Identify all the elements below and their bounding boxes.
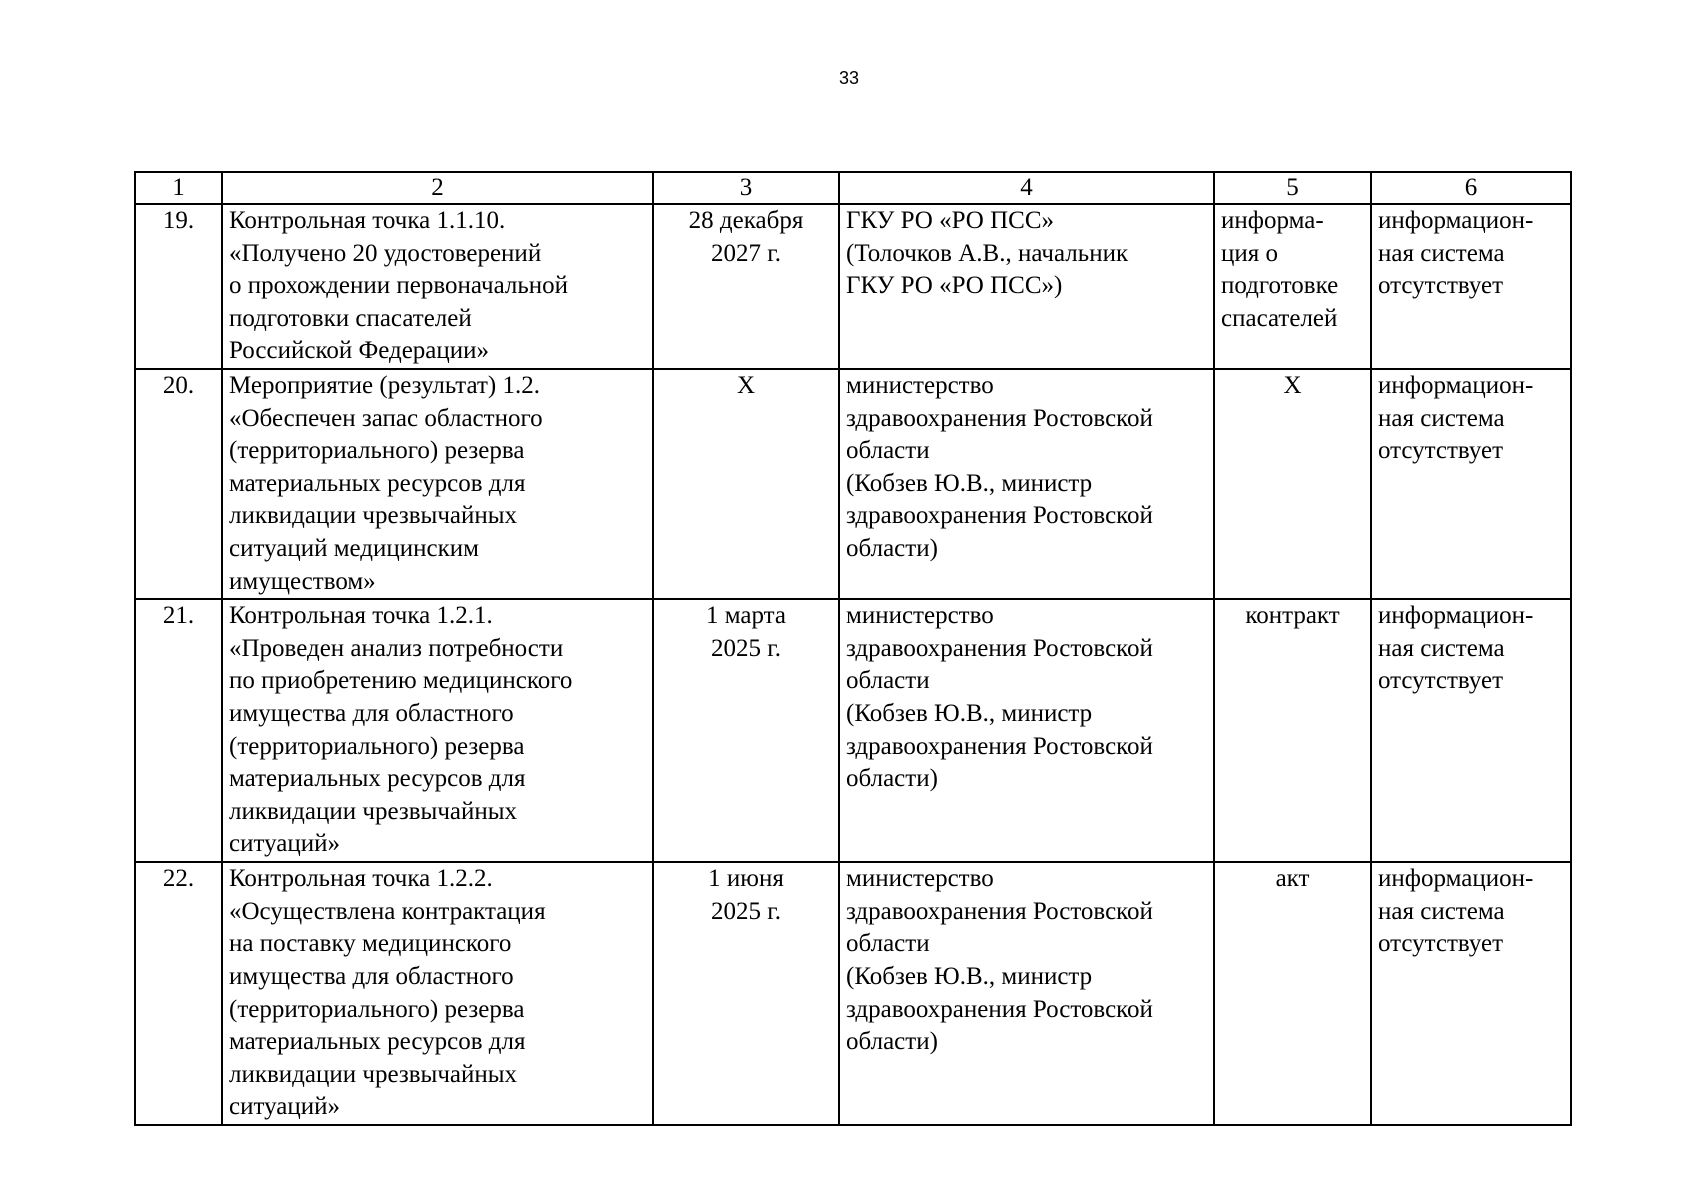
cell-line: здравоохранения Ростовской [846, 634, 1153, 662]
row-number: 21. [135, 599, 222, 862]
information-system-cell [1371, 204, 1571, 369]
cell-line: по приобретению медицинского [229, 667, 573, 695]
document-type-cell [1214, 599, 1371, 862]
cell-line: области [846, 437, 930, 465]
cell-line: (территориального) резерва [229, 437, 525, 465]
cell-line: 2025 г. [711, 634, 781, 662]
cell-line: здравоохранения Ростовской [846, 732, 1153, 760]
cell-line: Контрольная точка 1.1.10. [229, 207, 506, 234]
cell-line: имущества для областного [229, 699, 514, 727]
cell-line: (Кобзев Ю.В., министр [846, 699, 1093, 727]
cell-line: министерство [846, 865, 994, 893]
cell-line: министерство [846, 602, 994, 630]
cell-line: материальных ресурсов для [229, 1028, 526, 1056]
column-header: 3 [653, 172, 839, 204]
cell-line: «Проведен анализ потребности [229, 634, 564, 662]
cell-line: министерство [846, 372, 994, 399]
item-name-cell [222, 204, 653, 369]
responsible-cell [839, 369, 1214, 599]
cell-line: Мероприятие (результат) 1.2. [229, 372, 540, 399]
document-type-cell [1214, 862, 1371, 1125]
cell-line: отсутствует [1378, 272, 1504, 300]
table-header-row [135, 172, 1571, 204]
table-row [135, 599, 1571, 862]
information-system-cell [1371, 369, 1571, 599]
cell-line: информацион- [1378, 602, 1534, 630]
row-number: 19. [135, 204, 222, 369]
cell-line: ГКУ РО «РО ПСС») [846, 272, 1063, 300]
cell-line: здравоохранения Ростовской [846, 404, 1153, 432]
date-cell [653, 862, 839, 1125]
column-header: 1 [135, 172, 222, 204]
table-row [135, 369, 1571, 599]
cell-line: 1 июня [708, 865, 784, 893]
cell-line: «Получено 20 удостоверений [229, 239, 542, 267]
cell-line: 28 декабря [688, 207, 804, 234]
cell-line: «Осуществлена контрактация [229, 897, 546, 925]
cell-line: области) [846, 1028, 938, 1056]
cell-line: ликвидации чрезвычайных [229, 1060, 518, 1088]
cell-line: (территориального) резерва [229, 732, 525, 760]
cell-line: ГКУ РО «РО ПСС» [846, 207, 1055, 234]
document-type-cell [1214, 369, 1371, 599]
responsible-cell [839, 862, 1214, 1125]
table-row [135, 862, 1571, 1125]
cell-line: материальных ресурсов для [229, 469, 526, 497]
cell-line: (Кобзев Ю.В., министр [846, 469, 1093, 497]
cell-line: Х [736, 372, 756, 399]
responsible-cell [839, 599, 1214, 862]
cell-line: здравоохранения Ростовской [846, 502, 1153, 530]
column-header: 2 [222, 172, 653, 204]
table-row [135, 204, 1571, 369]
cell-line: информа- [1221, 207, 1324, 234]
cell-line: материальных ресурсов для [229, 765, 526, 793]
cell-line: ситуаций» [229, 1093, 340, 1121]
information-system-cell [1371, 862, 1571, 1125]
cell-line: подготовке [1221, 272, 1339, 300]
cell-line: ликвидации чрезвычайных [229, 797, 518, 825]
cell-line: на поставку медицинского [229, 930, 512, 958]
cell-line: контракт [1245, 602, 1340, 630]
cell-line: области [846, 930, 930, 958]
cell-line: ция о [1221, 239, 1279, 267]
cell-line: имуществом» [229, 567, 376, 595]
responsible-cell [839, 204, 1214, 369]
cell-line: области) [846, 765, 938, 793]
row-number: 22. [135, 862, 222, 1125]
cell-line: отсутствует [1378, 930, 1504, 958]
cell-line: области) [846, 534, 938, 562]
cell-line: ликвидации чрезвычайных [229, 502, 518, 530]
column-header: 4 [839, 172, 1214, 204]
column-header: 5 [1214, 172, 1371, 204]
information-system-cell [1371, 599, 1571, 862]
cell-line: ная система [1378, 634, 1505, 662]
cell-line: ная система [1378, 404, 1505, 432]
cell-line: 2027 г. [711, 239, 781, 267]
cell-line: 1 марта [706, 602, 786, 630]
date-cell [653, 204, 839, 369]
cell-line: Российской Федерации» [229, 337, 490, 365]
cell-line: отсутствует [1378, 667, 1504, 695]
cell-line: ситуаций» [229, 830, 340, 858]
row-number: 20. [135, 369, 222, 599]
cell-line: здравоохранения Ростовской [846, 897, 1153, 925]
cell-line: акт [1275, 865, 1310, 893]
cell-line: спасателей [1221, 304, 1338, 332]
cell-line: ная система [1378, 239, 1505, 267]
control-points-table [134, 171, 1572, 1126]
cell-line: Х [1283, 372, 1302, 399]
cell-line: подготовки спасателей [229, 304, 472, 332]
cell-line: области [846, 667, 930, 695]
cell-line: (Толочков А.В., начальник [846, 239, 1129, 267]
cell-line: «Обеспечен запас областного [229, 404, 543, 432]
date-cell [653, 599, 839, 862]
cell-line: ситуаций медицинским [229, 534, 479, 562]
page-number: 33 [838, 68, 860, 88]
cell-line: имущества для областного [229, 962, 514, 990]
cell-line: 2025 г. [711, 897, 781, 925]
cell-line: (территориального) резерва [229, 995, 525, 1023]
cell-line: информацион- [1378, 207, 1534, 234]
cell-line: Контрольная точка 1.2.1. [229, 602, 493, 630]
cell-line: ная система [1378, 897, 1505, 925]
item-name-cell [222, 369, 653, 599]
cell-line: о прохождении первоначальной [229, 272, 569, 300]
cell-line: информацион- [1378, 865, 1534, 893]
cell-line: Контрольная точка 1.2.2. [229, 865, 493, 893]
cell-line: здравоохранения Ростовской [846, 995, 1153, 1023]
date-cell [653, 369, 839, 599]
document-type-cell [1214, 204, 1371, 369]
item-name-cell [222, 599, 653, 862]
cell-line: (Кобзев Ю.В., министр [846, 962, 1093, 990]
cell-line: отсутствует [1378, 437, 1504, 465]
column-header: 6 [1371, 172, 1571, 204]
cell-line: информацион- [1378, 372, 1534, 399]
item-name-cell [222, 862, 653, 1125]
